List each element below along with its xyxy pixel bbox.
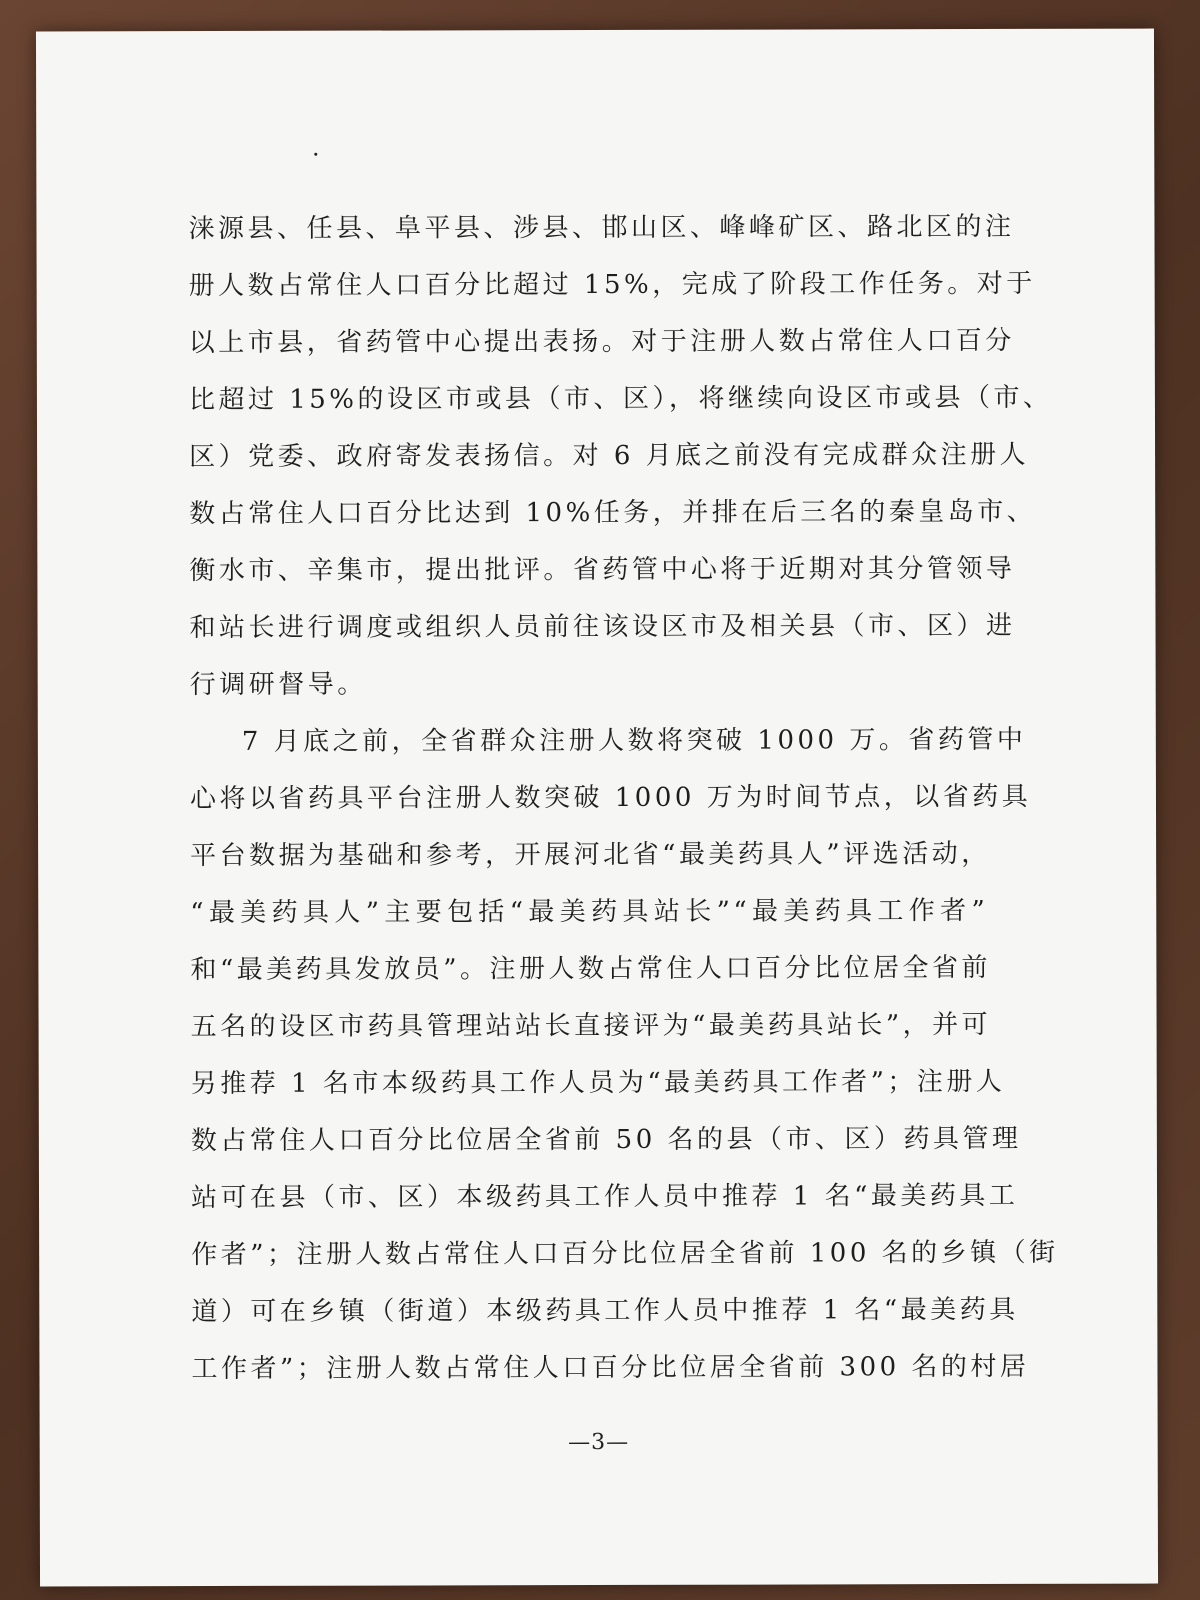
text-line: 行调研督导。 [189, 669, 367, 701]
paragraph-1 [188, 199, 1053, 714]
document-body [188, 199, 1059, 1398]
text-line: 涞源县、任县、阜平县、涉县、邯山区、峰峰矿区、路北区的注 [188, 211, 1015, 245]
text-line: 区）党委、政府寄发表扬信。对 6 月底之前没有完成群众注册人 [189, 439, 1030, 473]
ink-speck [314, 153, 317, 156]
text-line: 册人数占常住人口百分比超过 15%，完成了阶段工作任务。对于 [188, 268, 1036, 302]
text-line: 和站长进行调度或组织人员前往该设区市及相关县（市、区）进 [189, 610, 1016, 644]
text-line: 比超过 15%的设区市或县（市、区），将继续向设区市或县（市、 [188, 382, 1053, 416]
paragraph-2 [189, 712, 1059, 1398]
text-line: 以上市县，省药管中心提出表扬。对于注册人数占常住人口百分 [188, 325, 1015, 359]
text-line: 另推荐 1 名市本级药具工作人员为“最美药具工作者”；注册人 [190, 1066, 1006, 1100]
text-line: 心将以省药具平台注册人数突破 1000 万为时间节点，以省药具 [189, 781, 1032, 815]
text-line: 作者”；注册人数占常住人口百分比位居全省前 100 名的乡镇（街 [191, 1237, 1059, 1271]
text-line: 站可在县（市、区）本级药具工作人员中推荐 1 名“最美药具工 [190, 1180, 1019, 1214]
page-number: —3— [568, 1429, 630, 1456]
text-line: 数占常住人口百分比达到 10%任务，并排在后三名的秦皇岛市、 [189, 496, 1037, 530]
text-line: 工作者”；注册人数占常住人口百分比位居全省前 300 名的村居 [191, 1351, 1030, 1385]
text-line: 平台数据为基础和参考，开展河北省“最美药具人”评选活动， [190, 838, 991, 872]
text-line: 7 月底之前，全省群众注册人数将突破 1000 万。省药管中 [241, 724, 1027, 757]
text-line: 道）可在乡镇（街道）本级药具工作人员中推荐 1 名“最美药具 [191, 1294, 1019, 1328]
text-line: 五名的设区市药具管理站站长直接评为“最美药具站长”，并可 [190, 1009, 992, 1043]
text-line: 数占常住人口百分比位居全省前 50 名的县（市、区）药具管理 [190, 1123, 1022, 1157]
text-line: 和“最美药具发放员”。注册人数占常住人口百分比位居全省前 [190, 952, 992, 986]
text-line: “最美药具人”主要包括“最美药具站长”“最美药具工作者” [190, 895, 989, 929]
document-page [36, 29, 1158, 1587]
text-line: 衡水市、辛集市，提出批评。省药管中心将于近期对其分管领导 [189, 553, 1016, 587]
